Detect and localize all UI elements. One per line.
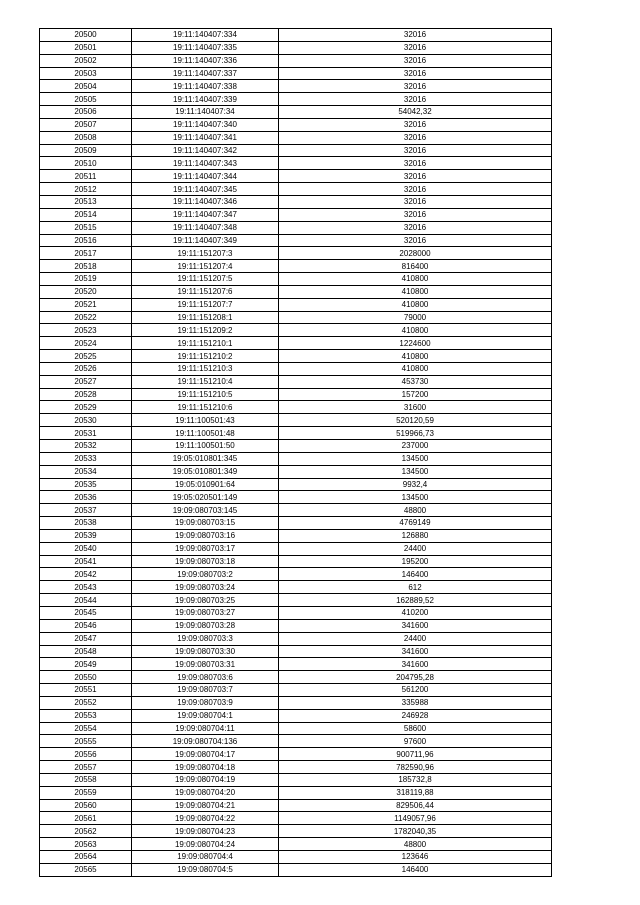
table-row (40, 491, 552, 504)
cadastral-number-cell: 19:11:140407:344 (132, 170, 279, 183)
value-cell: 97600 (279, 735, 552, 748)
value-cell: 134500 (279, 491, 552, 504)
cadastral-number-cell: 19:11:151210:5 (132, 388, 279, 401)
row-number-cell: 20532 (40, 440, 132, 453)
row-number-cell: 20539 (40, 529, 132, 542)
row-number-cell: 20535 (40, 478, 132, 491)
cadastral-number-cell: 19:11:151210:2 (132, 350, 279, 363)
value-cell: 335988 (279, 696, 552, 709)
table-row (40, 260, 552, 273)
cadastral-number-cell: 19:09:080703:9 (132, 696, 279, 709)
cadastral-number-cell: 19:11:151210:6 (132, 401, 279, 414)
row-number-cell: 20518 (40, 260, 132, 273)
row-number-cell: 20506 (40, 106, 132, 119)
value-cell: 410800 (279, 298, 552, 311)
row-number-cell: 20561 (40, 812, 132, 825)
row-number-cell: 20514 (40, 208, 132, 221)
table-row (40, 106, 552, 119)
row-number-cell: 20504 (40, 80, 132, 93)
value-cell: 32016 (279, 131, 552, 144)
cadastral-number-cell: 19:11:151210:4 (132, 375, 279, 388)
table-row (40, 170, 552, 183)
row-number-cell: 20503 (40, 67, 132, 80)
cadastral-number-cell: 19:09:080703:31 (132, 658, 279, 671)
cadastral-number-cell: 19:11:100501:48 (132, 427, 279, 440)
table-row (40, 825, 552, 838)
row-number-cell: 20548 (40, 645, 132, 658)
table-row (40, 131, 552, 144)
value-cell: 410200 (279, 606, 552, 619)
row-number-cell: 20546 (40, 619, 132, 632)
cadastral-number-cell: 19:11:151207:3 (132, 247, 279, 260)
table-row (40, 285, 552, 298)
cadastral-number-cell: 19:11:140407:335 (132, 41, 279, 54)
row-number-cell: 20512 (40, 183, 132, 196)
row-number-cell: 20531 (40, 427, 132, 440)
table-row (40, 157, 552, 170)
value-cell: 519966,73 (279, 427, 552, 440)
row-number-cell: 20538 (40, 517, 132, 530)
table-row (40, 234, 552, 247)
value-cell: 32016 (279, 157, 552, 170)
cadastral-number-cell: 19:09:080703:17 (132, 542, 279, 555)
cadastral-number-cell: 19:05:010801:345 (132, 452, 279, 465)
row-number-cell: 20540 (40, 542, 132, 555)
row-number-cell: 20516 (40, 234, 132, 247)
row-number-cell: 20549 (40, 658, 132, 671)
cadastral-number-cell: 19:11:140407:345 (132, 183, 279, 196)
cadastral-number-cell: 19:09:080703:3 (132, 632, 279, 645)
value-cell: 410800 (279, 285, 552, 298)
table-row (40, 67, 552, 80)
value-cell: 195200 (279, 555, 552, 568)
table-row (40, 619, 552, 632)
row-number-cell: 20530 (40, 414, 132, 427)
table-row (40, 684, 552, 697)
table-row (40, 93, 552, 106)
table-row (40, 414, 552, 427)
table-body (40, 29, 552, 877)
row-number-cell: 20536 (40, 491, 132, 504)
value-cell: 341600 (279, 645, 552, 658)
cadastral-number-cell: 19:11:140407:348 (132, 221, 279, 234)
row-number-cell: 20544 (40, 594, 132, 607)
value-cell: 2028000 (279, 247, 552, 260)
table-row (40, 709, 552, 722)
cadastral-number-cell: 19:09:080704:1 (132, 709, 279, 722)
row-number-cell: 20523 (40, 324, 132, 337)
row-number-cell: 20558 (40, 773, 132, 786)
table-row (40, 41, 552, 54)
cadastral-number-cell: 19:09:080704:24 (132, 838, 279, 851)
cadastral-number-cell: 19:11:140407:347 (132, 208, 279, 221)
value-cell: 204795,28 (279, 671, 552, 684)
cadastral-number-cell: 19:09:080703:15 (132, 517, 279, 530)
value-cell: 9932,4 (279, 478, 552, 491)
cadastral-number-cell: 19:11:151209:2 (132, 324, 279, 337)
value-cell: 453730 (279, 375, 552, 388)
row-number-cell: 20513 (40, 195, 132, 208)
value-cell: 32016 (279, 195, 552, 208)
value-cell: 341600 (279, 619, 552, 632)
cadastral-number-cell: 19:09:080703:18 (132, 555, 279, 568)
table-row (40, 388, 552, 401)
row-number-cell: 20507 (40, 118, 132, 131)
row-number-cell: 20552 (40, 696, 132, 709)
table-row (40, 29, 552, 42)
table-row (40, 555, 552, 568)
table-row (40, 671, 552, 684)
value-cell: 900711,96 (279, 748, 552, 761)
row-number-cell: 20505 (40, 93, 132, 106)
row-number-cell: 20563 (40, 838, 132, 851)
value-cell: 1224600 (279, 337, 552, 350)
value-cell: 410800 (279, 362, 552, 375)
table-row (40, 581, 552, 594)
row-number-cell: 20551 (40, 684, 132, 697)
table-row (40, 362, 552, 375)
row-number-cell: 20517 (40, 247, 132, 260)
table-row (40, 375, 552, 388)
value-cell: 318119,88 (279, 786, 552, 799)
table-row (40, 504, 552, 517)
value-cell: 32016 (279, 67, 552, 80)
cadastral-number-cell: 19:11:140407:343 (132, 157, 279, 170)
cadastral-number-cell: 19:09:080703:16 (132, 529, 279, 542)
row-number-cell: 20537 (40, 504, 132, 517)
table-row (40, 632, 552, 645)
value-cell: 410800 (279, 350, 552, 363)
table-row (40, 247, 552, 260)
cadastral-number-cell: 19:09:080703:6 (132, 671, 279, 684)
cadastral-number-cell: 19:11:151207:6 (132, 285, 279, 298)
row-number-cell: 20562 (40, 825, 132, 838)
row-number-cell: 20502 (40, 54, 132, 67)
row-number-cell: 20500 (40, 29, 132, 42)
cadastral-number-cell: 19:05:010801:349 (132, 465, 279, 478)
table-row (40, 273, 552, 286)
table-row (40, 401, 552, 414)
cadastral-number-cell: 19:09:080704:23 (132, 825, 279, 838)
value-cell: 341600 (279, 658, 552, 671)
cadastral-number-cell: 19:05:010901:64 (132, 478, 279, 491)
value-cell: 32016 (279, 208, 552, 221)
value-cell: 32016 (279, 93, 552, 106)
row-number-cell: 20509 (40, 144, 132, 157)
row-number-cell: 20525 (40, 350, 132, 363)
value-cell: 32016 (279, 80, 552, 93)
cadastral-number-cell: 19:09:080703:7 (132, 684, 279, 697)
table-row (40, 645, 552, 658)
value-cell: 48800 (279, 504, 552, 517)
table-row (40, 658, 552, 671)
cadastral-number-cell: 19:11:140407:334 (132, 29, 279, 42)
table-row (40, 440, 552, 453)
cadastral-number-cell: 19:11:140407:339 (132, 93, 279, 106)
row-number-cell: 20555 (40, 735, 132, 748)
table-row (40, 118, 552, 131)
row-number-cell: 20557 (40, 761, 132, 774)
cadastral-number-cell: 19:09:080703:27 (132, 606, 279, 619)
row-number-cell: 20534 (40, 465, 132, 478)
value-cell: 32016 (279, 54, 552, 67)
value-cell: 58600 (279, 722, 552, 735)
value-cell: 123646 (279, 851, 552, 864)
row-number-cell: 20559 (40, 786, 132, 799)
table-row (40, 542, 552, 555)
value-cell: 146400 (279, 863, 552, 876)
value-cell: 32016 (279, 29, 552, 42)
cadastral-number-cell: 19:11:140407:336 (132, 54, 279, 67)
cadastral-number-cell: 19:09:080704:18 (132, 761, 279, 774)
row-number-cell: 20524 (40, 337, 132, 350)
value-cell: 1782040,35 (279, 825, 552, 838)
row-number-cell: 20501 (40, 41, 132, 54)
cadastral-number-cell: 19:11:151210:3 (132, 362, 279, 375)
table-row (40, 478, 552, 491)
value-cell: 782590,96 (279, 761, 552, 774)
table-row (40, 324, 552, 337)
table-row (40, 838, 552, 851)
row-number-cell: 20550 (40, 671, 132, 684)
row-number-cell: 20510 (40, 157, 132, 170)
value-cell: 134500 (279, 465, 552, 478)
cadastral-number-cell: 19:09:080703:28 (132, 619, 279, 632)
cadastral-number-cell: 19:09:080704:22 (132, 812, 279, 825)
table-row (40, 221, 552, 234)
table-row (40, 786, 552, 799)
cadastral-number-cell: 19:09:080704:19 (132, 773, 279, 786)
cadastral-number-cell: 19:09:080704:11 (132, 722, 279, 735)
value-cell: 31600 (279, 401, 552, 414)
row-number-cell: 20526 (40, 362, 132, 375)
table-row (40, 80, 552, 93)
table-row (40, 517, 552, 530)
value-cell: 157200 (279, 388, 552, 401)
cadastral-number-cell: 19:09:080704:4 (132, 851, 279, 864)
value-cell: 410800 (279, 324, 552, 337)
value-cell: 32016 (279, 41, 552, 54)
cadastral-number-cell: 19:09:080704:136 (132, 735, 279, 748)
value-cell: 237000 (279, 440, 552, 453)
value-cell: 520120,59 (279, 414, 552, 427)
cadastral-number-cell: 19:11:140407:346 (132, 195, 279, 208)
row-number-cell: 20565 (40, 863, 132, 876)
cadastral-number-cell: 19:11:100501:50 (132, 440, 279, 453)
table-row (40, 773, 552, 786)
value-cell: 410800 (279, 273, 552, 286)
table-row (40, 722, 552, 735)
row-number-cell: 20528 (40, 388, 132, 401)
value-cell: 561200 (279, 684, 552, 697)
row-number-cell: 20541 (40, 555, 132, 568)
row-number-cell: 20543 (40, 581, 132, 594)
row-number-cell: 20522 (40, 311, 132, 324)
row-number-cell: 20564 (40, 851, 132, 864)
table-row (40, 812, 552, 825)
value-cell: 126880 (279, 529, 552, 542)
cadastral-number-cell: 19:11:140407:337 (132, 67, 279, 80)
table-row (40, 761, 552, 774)
table-row (40, 427, 552, 440)
cadastral-number-cell: 19:11:140407:342 (132, 144, 279, 157)
row-number-cell: 20520 (40, 285, 132, 298)
table-row (40, 311, 552, 324)
table-row (40, 696, 552, 709)
cadastral-number-cell: 19:11:100501:43 (132, 414, 279, 427)
value-cell: 1149057,96 (279, 812, 552, 825)
value-cell: 162889,52 (279, 594, 552, 607)
cadastral-number-cell: 19:09:080703:2 (132, 568, 279, 581)
value-cell: 24400 (279, 632, 552, 645)
row-number-cell: 20521 (40, 298, 132, 311)
cadastral-number-cell: 19:11:151207:4 (132, 260, 279, 273)
value-cell: 134500 (279, 452, 552, 465)
table-row (40, 298, 552, 311)
table-row (40, 452, 552, 465)
table-row (40, 195, 552, 208)
row-number-cell: 20515 (40, 221, 132, 234)
cadastral-number-cell: 19:11:140407:34 (132, 106, 279, 119)
row-number-cell: 20542 (40, 568, 132, 581)
row-number-cell: 20511 (40, 170, 132, 183)
table-row (40, 735, 552, 748)
cadastral-number-cell: 19:09:080704:5 (132, 863, 279, 876)
cadastral-number-cell: 19:11:140407:341 (132, 131, 279, 144)
data-table (39, 28, 552, 877)
table-row (40, 183, 552, 196)
value-cell: 816400 (279, 260, 552, 273)
table-row (40, 863, 552, 876)
table-row (40, 337, 552, 350)
value-cell: 246928 (279, 709, 552, 722)
row-number-cell: 20529 (40, 401, 132, 414)
row-number-cell: 20533 (40, 452, 132, 465)
cadastral-number-cell: 19:09:080703:24 (132, 581, 279, 594)
row-number-cell: 20553 (40, 709, 132, 722)
row-number-cell: 20556 (40, 748, 132, 761)
value-cell: 146400 (279, 568, 552, 581)
table-row (40, 529, 552, 542)
table-row (40, 748, 552, 761)
row-number-cell: 20508 (40, 131, 132, 144)
cadastral-number-cell: 19:11:151207:7 (132, 298, 279, 311)
value-cell: 32016 (279, 170, 552, 183)
row-number-cell: 20560 (40, 799, 132, 812)
value-cell: 32016 (279, 144, 552, 157)
table-row (40, 799, 552, 812)
table-row (40, 594, 552, 607)
table-row (40, 54, 552, 67)
table-row (40, 851, 552, 864)
row-number-cell: 20545 (40, 606, 132, 619)
value-cell: 24400 (279, 542, 552, 555)
cadastral-number-cell: 19:11:140407:340 (132, 118, 279, 131)
table-row (40, 606, 552, 619)
value-cell: 4769149 (279, 517, 552, 530)
value-cell: 48800 (279, 838, 552, 851)
value-cell: 32016 (279, 118, 552, 131)
row-number-cell: 20527 (40, 375, 132, 388)
cadastral-number-cell: 19:09:080704:21 (132, 799, 279, 812)
cadastral-number-cell: 19:11:151210:1 (132, 337, 279, 350)
value-cell: 185732,8 (279, 773, 552, 786)
value-cell: 829506,44 (279, 799, 552, 812)
table-row (40, 465, 552, 478)
cadastral-number-cell: 19:11:151208:1 (132, 311, 279, 324)
value-cell: 79000 (279, 311, 552, 324)
value-cell: 32016 (279, 234, 552, 247)
value-cell: 32016 (279, 221, 552, 234)
cadastral-number-cell: 19:11:151207:5 (132, 273, 279, 286)
table-row (40, 208, 552, 221)
value-cell: 32016 (279, 183, 552, 196)
row-number-cell: 20554 (40, 722, 132, 735)
value-cell: 54042,32 (279, 106, 552, 119)
cadastral-number-cell: 19:05:020501:149 (132, 491, 279, 504)
cadastral-number-cell: 19:09:080704:17 (132, 748, 279, 761)
table-row (40, 144, 552, 157)
table-row (40, 350, 552, 363)
table-row (40, 568, 552, 581)
row-number-cell: 20519 (40, 273, 132, 286)
cadastral-number-cell: 19:09:080703:30 (132, 645, 279, 658)
value-cell: 612 (279, 581, 552, 594)
row-number-cell: 20547 (40, 632, 132, 645)
cadastral-number-cell: 19:11:140407:349 (132, 234, 279, 247)
cadastral-number-cell: 19:09:080703:25 (132, 594, 279, 607)
cadastral-number-cell: 19:09:080703:145 (132, 504, 279, 517)
cadastral-number-cell: 19:09:080704:20 (132, 786, 279, 799)
cadastral-number-cell: 19:11:140407:338 (132, 80, 279, 93)
